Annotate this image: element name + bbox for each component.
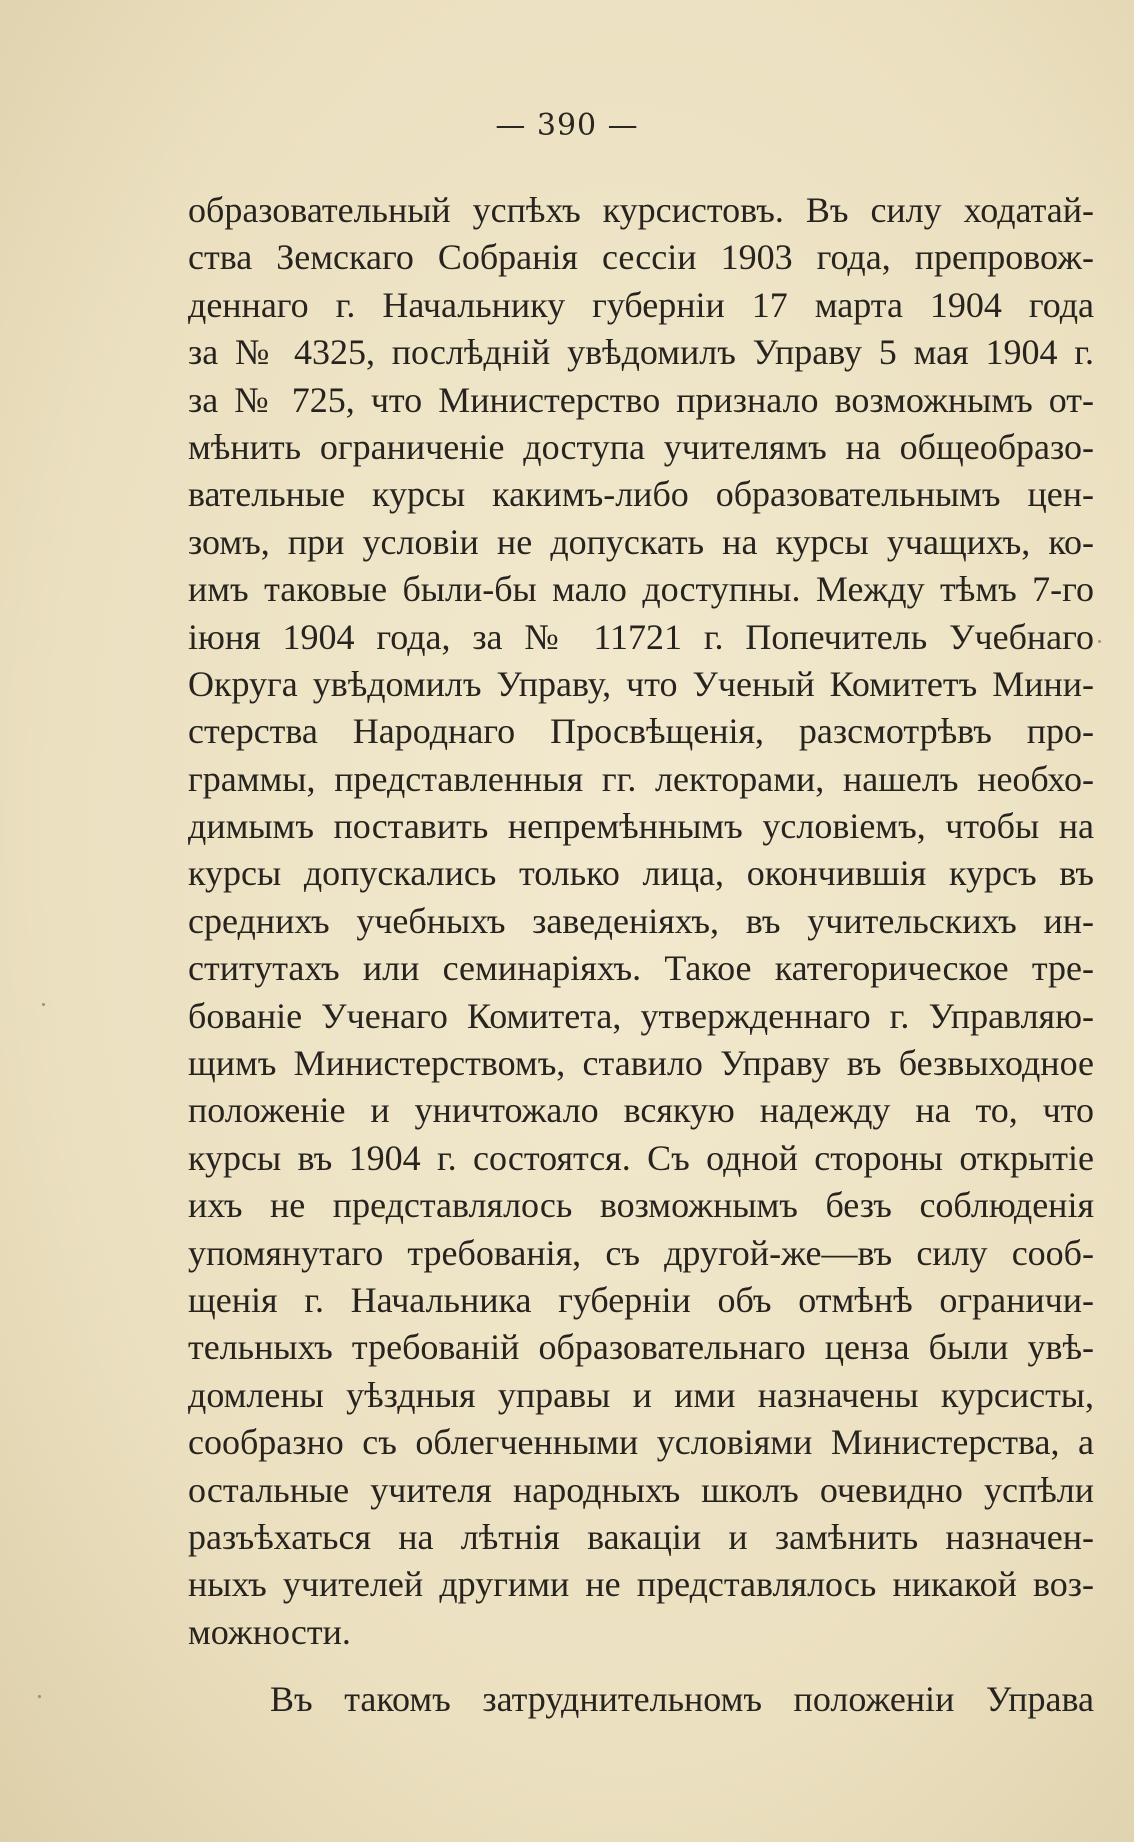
text-line: стерства Народнаго Просвѣщенія, разсмотрѣвъ про-: [188, 711, 1094, 752]
text-line: за № 4325, послѣдній увѣдомилъ Управу 5 мая 1904 г.: [188, 332, 1094, 373]
paragraph-gap: [188, 1656, 1094, 1676]
paper-speck: [1098, 640, 1101, 643]
text-line: ститутахъ или семинаріяхъ. Такое категорическое тре-: [188, 948, 1094, 989]
text-line: домлены уѣздныя управы и ими назначены курсисты,: [188, 1374, 1094, 1415]
text-line: мѣнить ограниченіе доступа учителямъ на общеобразо-: [188, 426, 1094, 467]
text-line: димымъ поставить непремѣннымъ условіемъ, чтобы на: [188, 806, 1094, 847]
text-line: граммы, представленныя гг. лекторами, нашелъ необхо-: [188, 758, 1094, 799]
text-line: остальные учителя народныхъ школъ очевидно успѣли: [188, 1469, 1094, 1510]
text-line: сообразно съ облегченными условіями Министерства, а: [188, 1422, 1094, 1463]
text-line: ства Земскаго Собранія сессіи 1903 года, препровож-: [188, 237, 1094, 278]
text-line: имъ таковые были-бы мало доступны. Между тѣмъ 7-го: [188, 569, 1094, 610]
text-line: среднихъ учебныхъ заведеніяхъ, въ учительскихъ ин-: [188, 900, 1094, 941]
text-line: курсы въ 1904 г. состоятся. Съ одной стороны открытіе: [188, 1137, 1094, 1178]
text-line: ныхъ учителей другими не представлялось никакой воз-: [188, 1564, 1094, 1605]
text-line: упомянутаго требованія, съ другой-же—въ силу сооб-: [188, 1232, 1094, 1273]
text-line: положеніе и уничтожало всякую надежду на то, что: [188, 1090, 1094, 1131]
text-line: тельныхъ требованій образовательнаго ценза были увѣ-: [188, 1327, 1094, 1368]
text-line: щенія г. Начальника губерніи объ отмѣнѣ ограничи-: [188, 1279, 1094, 1320]
text-line-paragraph-end: можности.: [188, 1611, 351, 1652]
text-line: деннаго г. Начальнику губерніи 17 марта 1904 года: [188, 284, 1094, 325]
text-line: бованіе Ученаго Комитета, утвержденнаго г. Управляю-: [188, 995, 1094, 1036]
paper-speck: [38, 1695, 41, 1698]
paper-speck: [42, 1003, 45, 1006]
text-line: за № 725, что Министерство признало возможнымъ от-: [188, 379, 1094, 420]
text-line: іюня 1904 года, за № 11721 г. Попечитель Учебнаго: [188, 616, 1094, 657]
text-line: разъѣхаться на лѣтнія вакаціи и замѣнить назначен-: [188, 1516, 1094, 1557]
text-line: вательные курсы какимъ-либо образовательнымъ цен-: [188, 474, 1094, 515]
text-line: курсы допускались только лица, окончившія курсъ въ: [188, 853, 1094, 894]
text-line: щимъ Министерствомъ, ставило Управу въ безвыходное: [188, 1043, 1094, 1084]
page-number: — 390 —: [495, 108, 639, 143]
body-text: [188, 187, 1094, 1724]
text-line: образовательный успѣхъ курсистовъ. Въ силу ходатай-: [188, 190, 1094, 230]
text-line: ихъ не представлялось возможнымъ безъ соблюденія: [188, 1185, 1094, 1226]
text-line: зомъ, при условіи не допускать на курсы учащихъ, ко-: [188, 521, 1094, 562]
text-line-next-paragraph: Въ такомъ затруднительномъ положеніи Управа: [270, 1679, 1094, 1720]
text-line: Округа увѣдомилъ Управу, что Ученый Комитетъ Мини-: [188, 663, 1094, 704]
